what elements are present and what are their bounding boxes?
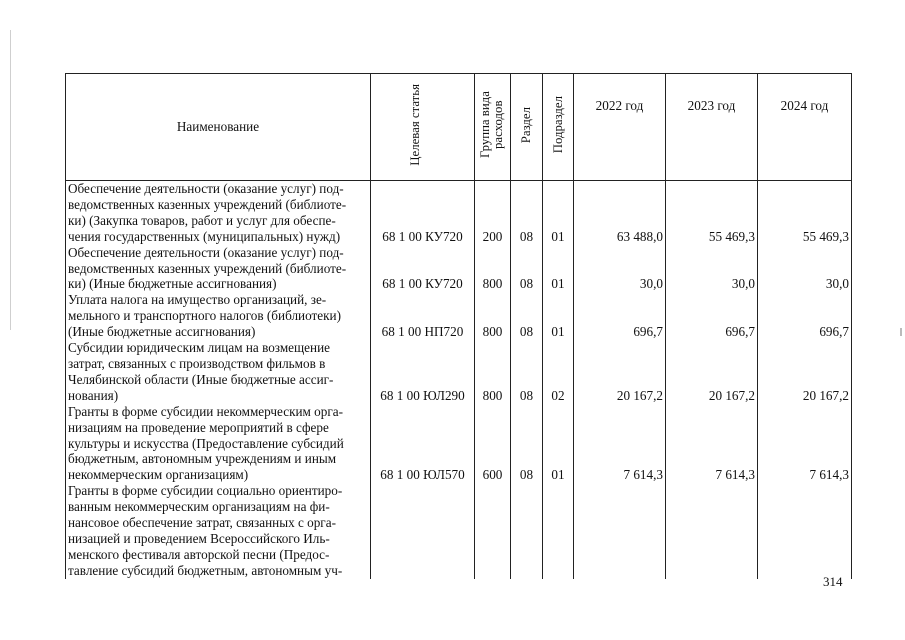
- row-group: 600: [475, 404, 511, 484]
- header-subsection-text: Подраздел: [550, 96, 565, 154]
- row-name-line: культуры и искусства (Предоставление субсидий: [68, 435, 344, 451]
- header-2022: [574, 74, 666, 181]
- header-2023: [666, 74, 758, 181]
- row-2024: 696,7: [758, 292, 852, 340]
- row-subsection: 01: [543, 404, 574, 484]
- row-code: 68 1 00 НП720: [371, 292, 475, 340]
- row-code: 68 1 00 КУ720: [371, 245, 475, 293]
- header-target-text: Целевая статья: [407, 84, 422, 166]
- header-2023-text: 2023 год: [687, 98, 736, 113]
- row-name-line: ванным некоммерческим организациям на фи-: [68, 499, 330, 515]
- row-name-line: Уплата налога на имущество организаций, зе-: [68, 292, 327, 308]
- row-2022: 7 614,3: [574, 404, 666, 484]
- row-name: [66, 483, 371, 578]
- scan-margin-line: [10, 30, 11, 330]
- row-2022: [574, 483, 666, 578]
- row-group: 200: [475, 181, 511, 245]
- row-name-line: ведомственных казенных учреждений (библиоте-: [68, 196, 347, 212]
- row-name-line: низациям на проведение мероприятий в сфере: [68, 419, 329, 435]
- header-group-text: Группа вида расходов: [477, 91, 505, 159]
- row-section: 08: [511, 245, 543, 293]
- row-name-line: мельного и транспортного налогов (библиотеки): [68, 308, 341, 324]
- row-name-line: низацией и проведением Всероссийского Иль-: [68, 530, 330, 546]
- header-name-text: Наименование: [176, 119, 260, 135]
- table-row: [66, 340, 852, 404]
- scan-edge-mark: [900, 328, 902, 336]
- row-subsection: 02: [543, 340, 574, 404]
- table-header-row: [66, 74, 852, 181]
- row-code: 68 1 00 ЮЛ290: [371, 340, 475, 404]
- row-name-line: нансовое обеспечение затрат, связанных с орга-: [68, 515, 336, 531]
- row-name-line: тавление субсидий бюджетным, автономным уч-: [68, 562, 343, 578]
- row-2023: 696,7: [666, 292, 758, 340]
- row-2023: [666, 483, 758, 578]
- row-2024: 7 614,3: [758, 404, 852, 484]
- header-target: [371, 74, 475, 181]
- row-code: 68 1 00 КУ720: [371, 181, 475, 245]
- row-name-line: менского фестиваля авторской песни (Предос-: [68, 546, 330, 562]
- row-section: 08: [511, 340, 543, 404]
- row-name: [66, 181, 371, 245]
- row-name-line: Гранты в форме субсидии социально ориентиро-: [68, 483, 343, 499]
- header-group: [475, 74, 511, 181]
- row-name-line: ки) (Иные бюджетные ассигнования): [68, 276, 277, 292]
- row-2024: [758, 483, 852, 578]
- header-2024: [758, 74, 852, 181]
- budget-table: [65, 73, 852, 579]
- row-name: [66, 292, 371, 340]
- row-subsection: 01: [543, 181, 574, 245]
- row-name-line: Гранты в форме субсидии некоммерческим орга-: [68, 403, 344, 419]
- row-section: 08: [511, 404, 543, 484]
- row-group: 800: [475, 292, 511, 340]
- row-name: [66, 340, 371, 404]
- header-name: [66, 74, 371, 181]
- row-section: 08: [511, 181, 543, 245]
- table-row: [66, 245, 852, 293]
- row-subsection: [543, 483, 574, 578]
- row-group: 800: [475, 340, 511, 404]
- row-subsection: 01: [543, 292, 574, 340]
- row-name-line: (Иные бюджетные ассигнования): [68, 324, 256, 340]
- row-name: [66, 404, 371, 484]
- header-section: [511, 74, 543, 181]
- row-2022: 20 167,2: [574, 340, 666, 404]
- row-subsection: 01: [543, 245, 574, 293]
- row-name-line: чения государственных (муниципальных) нужд): [68, 228, 341, 244]
- header-2024-text: 2024 год: [780, 98, 829, 113]
- row-2023: 7 614,3: [666, 404, 758, 484]
- row-code: [371, 483, 475, 578]
- row-name-line: бюджетным, автономным учреждениям и иным: [68, 451, 337, 467]
- row-2023: 55 469,3: [666, 181, 758, 245]
- row-name-line: Обеспечение деятельности (оказание услуг) под-: [68, 181, 344, 196]
- row-name-line: ки) (Закупка товаров, работ и услуг для обеспе-: [68, 212, 336, 228]
- row-2024: 30,0: [758, 245, 852, 293]
- row-2024: 55 469,3: [758, 181, 852, 245]
- table-row: [66, 292, 852, 340]
- row-name-line: Обеспечение деятельности (оказание услуг) под-: [68, 244, 344, 260]
- row-name-line: Челябинской области (Иные бюджетные ассиг-: [68, 371, 334, 387]
- row-name-line: затрат, связанных с производством фильмов в: [68, 355, 326, 371]
- row-name-line: некоммерческим организациям): [68, 467, 249, 483]
- table-row: [66, 181, 852, 245]
- row-group: [475, 483, 511, 578]
- row-section: [511, 483, 543, 578]
- table-row: [66, 483, 852, 578]
- row-2023: 20 167,2: [666, 340, 758, 404]
- row-code: 68 1 00 ЮЛ570: [371, 404, 475, 484]
- row-section: 08: [511, 292, 543, 340]
- row-name-line: Субсидии юридическим лицам на возмещение: [68, 340, 330, 356]
- page-number: 314: [823, 574, 843, 589]
- row-2022: 696,7: [574, 292, 666, 340]
- header-section-text: Раздел: [519, 106, 533, 144]
- row-2024: 20 167,2: [758, 340, 852, 404]
- row-group: 800: [475, 245, 511, 293]
- row-2022: 63 488,0: [574, 181, 666, 245]
- header-2022-text: 2022 год: [595, 98, 644, 113]
- header-subsection: [543, 74, 574, 181]
- row-name: [66, 245, 371, 293]
- row-name-line: ведомственных казенных учреждений (библиоте-: [68, 260, 347, 276]
- row-name-line: нования): [68, 387, 119, 403]
- table-row: [66, 404, 852, 484]
- row-2023: 30,0: [666, 245, 758, 293]
- row-2022: 30,0: [574, 245, 666, 293]
